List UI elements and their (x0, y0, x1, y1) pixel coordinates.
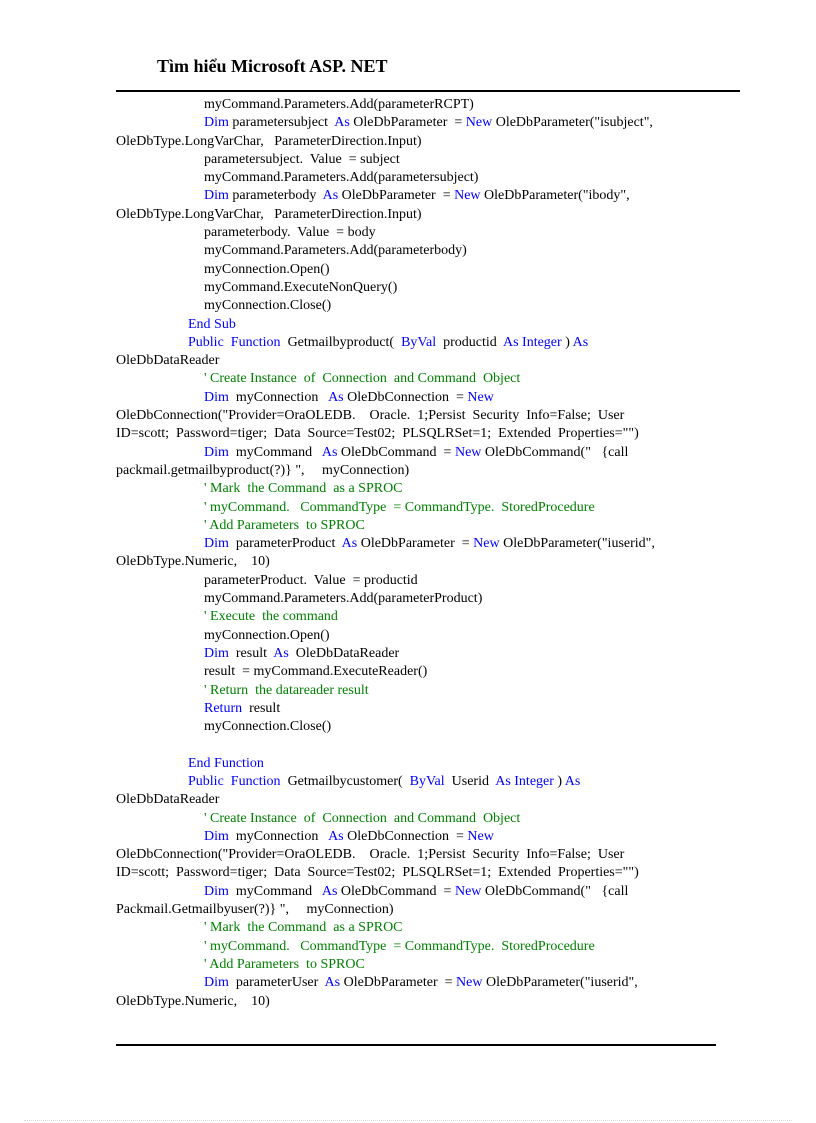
code-comment: ' Add Parameters to SPROC (204, 517, 365, 533)
code-text: OleDbCommand(" {call (481, 883, 629, 899)
code-text: ) (561, 334, 573, 350)
code-keyword: As (328, 389, 344, 405)
code-line (116, 425, 726, 443)
code-text: myCommand.Parameters.Add(parameterProduct) (204, 591, 483, 607)
code-text: parameterbody. Value = body (204, 225, 376, 241)
code-keyword: Public Function (188, 334, 281, 350)
code-text: OleDbParameter("iuserid", (499, 536, 655, 552)
code-comment: ' Create Instance of Connection and Command Object (204, 810, 521, 826)
code-text: myCommand.Parameters.Add(parametersubject) (204, 170, 479, 186)
code-line (116, 517, 726, 535)
code-line (116, 407, 726, 425)
code-text: OleDbType.LongVarChar, ParameterDirection.Input) (116, 133, 422, 149)
code-line (116, 608, 726, 626)
code-line (116, 590, 726, 608)
code-text: OleDbType.Numeric, 10) (116, 993, 270, 1009)
code-keyword: As (321, 883, 338, 899)
code-keyword: New (454, 883, 482, 899)
code-line (116, 499, 726, 517)
code-line (116, 279, 726, 297)
code-line (116, 828, 726, 846)
code-text: OleDbType.LongVarChar, ParameterDirection.Input) (116, 206, 422, 222)
code-keyword: Return (204, 700, 243, 716)
code-text: myCommand (228, 444, 322, 460)
code-text: myCommand.ExecuteNonQuery() (204, 279, 398, 295)
code-line (116, 370, 726, 388)
code-line (116, 791, 726, 809)
code-line (116, 993, 726, 1011)
code-text: OleDbDataReader (116, 353, 220, 369)
code-keyword: ByVal (409, 773, 445, 789)
code-line (116, 736, 726, 754)
code-text: OleDbParameter = (338, 188, 455, 204)
code-text: OleDbParameter = (349, 115, 466, 131)
code-text: ID=scott; Password=tiger; Data Source=Test02; PLSQLRSet=1; Extended Properties="") (116, 426, 639, 442)
code-line (116, 389, 726, 407)
code-line (116, 846, 726, 864)
code-keyword: As (273, 645, 289, 661)
code-line (116, 627, 726, 645)
code-text: OleDbParameter("iuserid", (482, 975, 638, 991)
code-keyword: Dim (204, 975, 229, 991)
code-text: result (242, 700, 281, 716)
code-line (116, 663, 726, 681)
code-keyword: New (465, 115, 493, 131)
code-line (116, 297, 726, 315)
code-line (116, 151, 726, 169)
code-line (116, 718, 726, 736)
code-keyword: New (473, 536, 500, 552)
code-text: OleDbParameter("isubject", (492, 115, 653, 131)
code-keyword: Dim (204, 645, 229, 661)
code-text: OleDbParameter = (340, 975, 457, 991)
code-text: myCommand.Parameters.Add(parameterRCPT) (204, 97, 474, 112)
code-keyword: As (564, 773, 581, 789)
code-text: OleDbConnection("Provider=OraOLEDB. Oracle. 1;Persist Security Info=False; User (116, 847, 625, 863)
code-line (116, 224, 726, 242)
code-line (116, 682, 726, 700)
code-text: parametersubject (228, 115, 335, 131)
code-text: Getmailbycustomer( (280, 773, 410, 789)
code-line (116, 773, 726, 791)
header-rule (116, 90, 740, 92)
code-text: ) (553, 773, 565, 789)
code-line (116, 114, 726, 132)
code-keyword: Dim (204, 389, 229, 405)
code-keyword: As (321, 444, 338, 460)
code-keyword: As (572, 334, 589, 350)
code-keyword: Dim (204, 883, 229, 899)
code-text: parametersubject. Value = subject (204, 151, 400, 167)
page-bottom-border (24, 1120, 792, 1121)
code-keyword: New (467, 828, 494, 844)
code-keyword: New (456, 975, 483, 991)
code-keyword: New (454, 188, 481, 204)
code-text: OleDbConnection("Provider=OraOLEDB. Oracle. 1;Persist Security Info=False; User (116, 408, 625, 424)
code-text: myCommand.Parameters.Add(parameterbody) (204, 243, 467, 259)
code-line (116, 956, 726, 974)
code-block (116, 96, 726, 1011)
code-line (116, 700, 726, 718)
code-line (116, 755, 726, 773)
code-text: myConnection.Open() (204, 261, 330, 277)
code-keyword: End Function (188, 755, 264, 771)
code-text: Packmail.Getmailbyuser(?)} ", myConnection) (116, 902, 394, 918)
code-line (116, 938, 726, 956)
code-line (116, 169, 726, 187)
code-text: OleDbConnection = (343, 389, 468, 405)
code-keyword: As (328, 828, 344, 844)
code-comment: ' myCommand. CommandType = CommandType. StoredProcedure (204, 499, 595, 515)
code-line (116, 535, 726, 553)
code-text: myConnection (228, 828, 329, 844)
code-keyword: Dim (204, 828, 229, 844)
code-text: myConnection.Close() (204, 719, 332, 735)
code-line (116, 334, 726, 352)
code-keyword: End Sub (188, 316, 236, 332)
code-line (116, 572, 726, 590)
code-line (116, 352, 726, 370)
code-keyword: Dim (204, 444, 229, 460)
code-keyword: As (324, 975, 341, 991)
footer-rule (116, 1044, 716, 1046)
code-text: Userid (444, 773, 496, 789)
code-text: OleDbConnection = (343, 828, 468, 844)
code-text: productid (436, 334, 503, 350)
code-line (116, 480, 726, 498)
code-text: result (228, 645, 274, 661)
code-keyword: Public Function (188, 773, 281, 789)
code-text: result = myCommand.ExecuteReader() (204, 664, 428, 680)
code-line (116, 553, 726, 571)
code-keyword: New (467, 389, 494, 405)
code-text: myCommand (228, 883, 322, 899)
code-keyword: As Integer (502, 334, 562, 350)
code-line (116, 974, 726, 992)
code-text: OleDbDataReader (288, 645, 400, 661)
code-keyword: Dim (204, 115, 229, 131)
code-comment: ' Mark the Command as a SPROC (204, 920, 403, 936)
code-line (116, 444, 726, 462)
code-comment: ' Create Instance of Connection and Command Object (204, 371, 521, 387)
code-text: OleDbDataReader (116, 792, 220, 808)
code-text: parameterUser (228, 975, 325, 991)
code-keyword: New (454, 444, 482, 460)
code-line (116, 242, 726, 260)
code-text: packmail.getmailbyproduct(?)} ", myConnection) (116, 462, 410, 478)
code-text: OleDbCommand = (337, 444, 455, 460)
code-keyword: As (322, 188, 339, 204)
code-line (116, 919, 726, 937)
code-line (116, 187, 726, 205)
code-keyword: Dim (204, 188, 229, 204)
code-comment: ' Mark the Command as a SPROC (204, 481, 403, 497)
code-text: parameterProduct (228, 536, 342, 552)
code-text: myConnection.Close() (204, 298, 332, 314)
code-comment: ' Execute the command (204, 609, 338, 625)
code-line (116, 901, 726, 919)
code-text: myConnection.Open() (204, 627, 330, 643)
code-line (116, 261, 726, 279)
code-line (116, 96, 726, 114)
code-keyword: Dim (204, 536, 229, 552)
code-line (116, 316, 726, 334)
code-text: OleDbParameter("ibody", (480, 188, 630, 204)
code-text: parameterProduct. Value = productid (204, 572, 418, 588)
code-text: parameterbody (228, 188, 323, 204)
code-line (116, 645, 726, 663)
code-line (116, 864, 726, 882)
code-keyword: As (341, 536, 358, 552)
code-line (116, 133, 726, 151)
code-text: OleDbParameter = (357, 536, 474, 552)
code-text: OleDbType.Numeric, 10) (116, 554, 270, 570)
code-text: Getmailbyproduct( (280, 334, 402, 350)
code-line (116, 810, 726, 828)
code-line (116, 883, 726, 901)
code-comment: ' myCommand. CommandType = CommandType. StoredProcedure (204, 938, 595, 954)
page-title: Tìm hiểu Microsoft ASP. NET (157, 56, 388, 76)
code-comment: ' Add Parameters to SPROC (204, 956, 365, 972)
code-text: OleDbCommand(" {call (481, 444, 629, 460)
code-keyword: As Integer (495, 773, 554, 789)
code-line (116, 462, 726, 480)
code-text: myConnection (228, 389, 329, 405)
code-text: OleDbCommand = (337, 883, 455, 899)
code-keyword: ByVal (401, 334, 437, 350)
code-text: ID=scott; Password=tiger; Data Source=Test02; PLSQLRSet=1; Extended Properties="") (116, 865, 639, 881)
code-keyword: As (334, 115, 350, 131)
code-line (116, 206, 726, 224)
code-comment: ' Return the datareader result (204, 682, 369, 698)
